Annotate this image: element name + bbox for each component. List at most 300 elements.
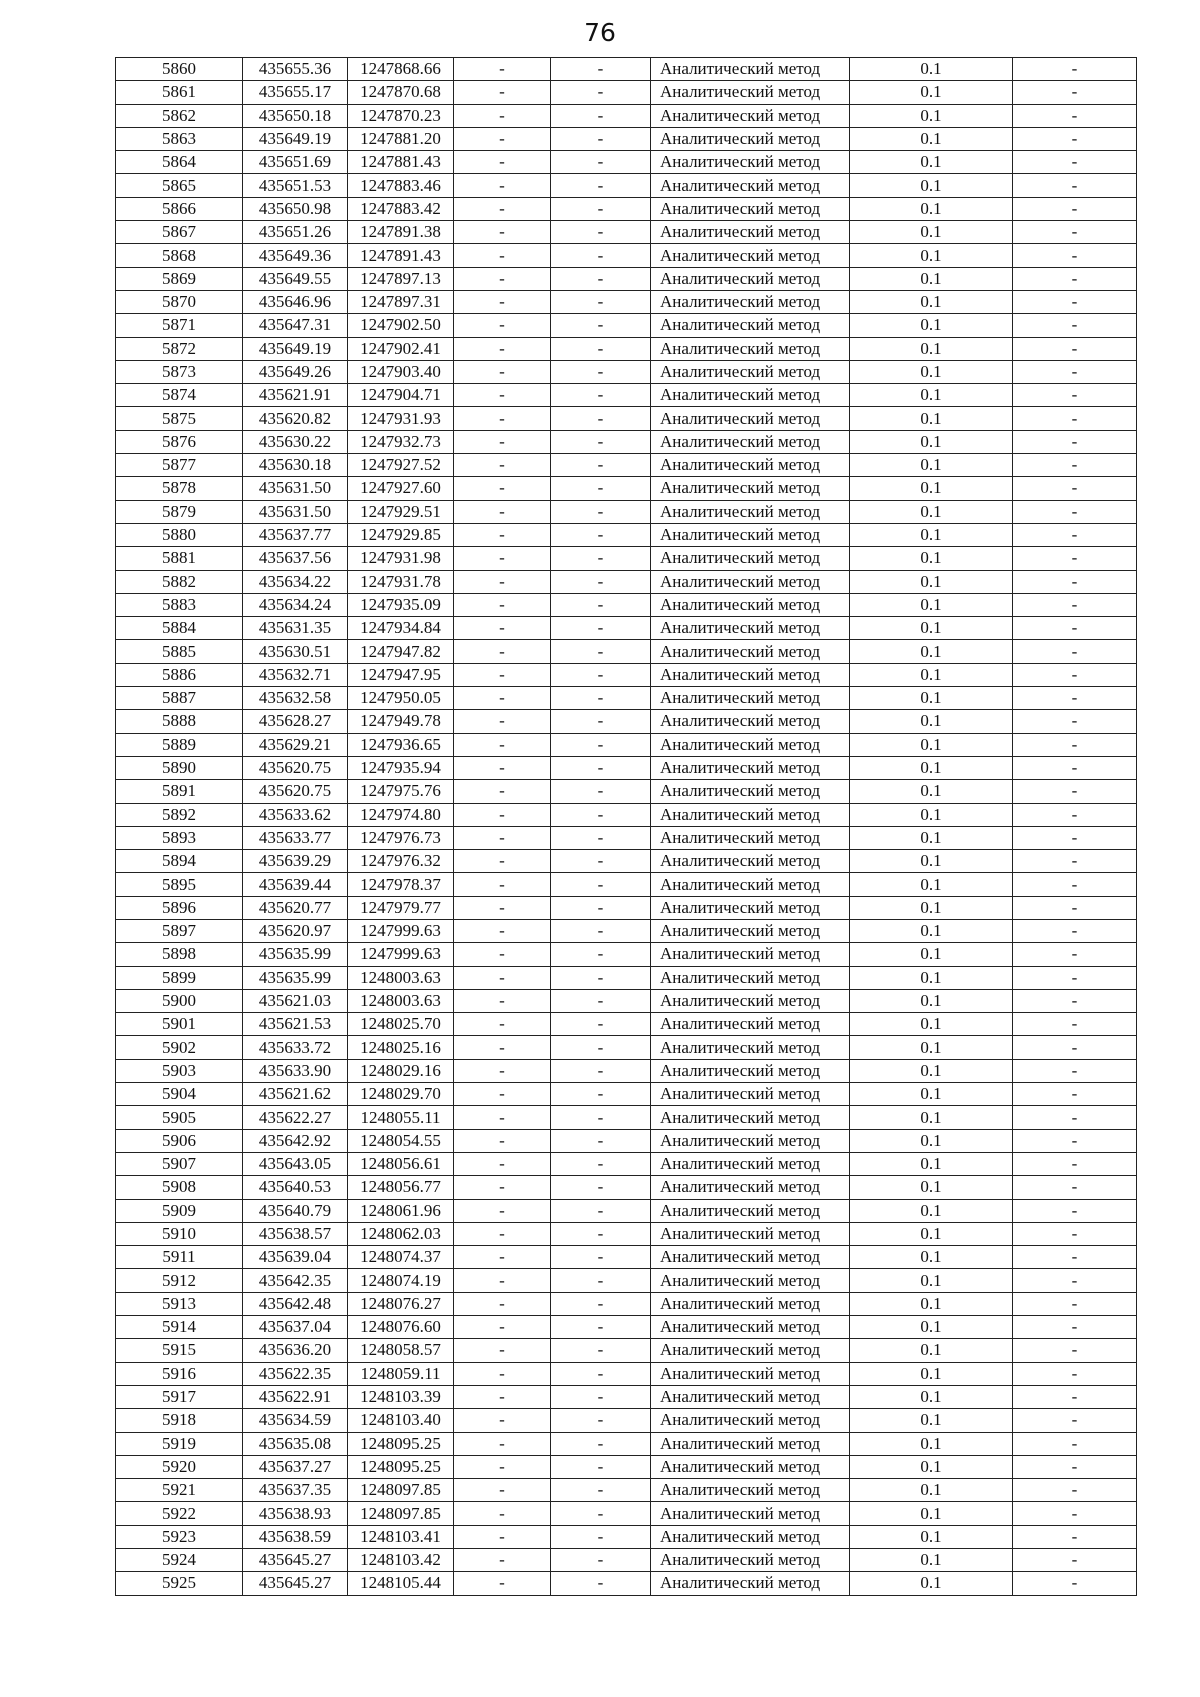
cell-col-4: -	[454, 1362, 551, 1385]
cell-method: Аналитический метод	[651, 1292, 850, 1315]
table-row	[116, 1222, 1137, 1245]
cell-x-coordinate: 435621.53	[243, 1013, 348, 1036]
cell-y-coordinate: 1247974.80	[348, 803, 454, 826]
table-row	[116, 244, 1137, 267]
cell-y-coordinate: 1247931.98	[348, 547, 454, 570]
table-row	[116, 1316, 1137, 1339]
cell-x-coordinate: 435622.35	[243, 1362, 348, 1385]
cell-method: Аналитический метод	[651, 733, 850, 756]
cell-col-4: -	[454, 523, 551, 546]
cell-point-number: 5874	[116, 384, 243, 407]
cell-point-number: 5869	[116, 267, 243, 290]
cell-y-coordinate: 1248076.27	[348, 1292, 454, 1315]
cell-x-coordinate: 435620.82	[243, 407, 348, 430]
table-row	[116, 733, 1137, 756]
cell-y-coordinate: 1248097.85	[348, 1479, 454, 1502]
cell-point-number: 5921	[116, 1479, 243, 1502]
cell-col-4: -	[454, 290, 551, 313]
cell-accuracy: 0.1	[850, 523, 1013, 546]
cell-x-coordinate: 435634.22	[243, 570, 348, 593]
cell-col-5: -	[551, 943, 651, 966]
cell-method: Аналитический метод	[651, 547, 850, 570]
cell-x-coordinate: 435640.79	[243, 1199, 348, 1222]
table-row	[116, 966, 1137, 989]
cell-accuracy: 0.1	[850, 1316, 1013, 1339]
cell-method: Аналитический метод	[651, 127, 850, 150]
cell-method: Аналитический метод	[651, 593, 850, 616]
cell-y-coordinate: 1248103.40	[348, 1409, 454, 1432]
cell-col-8: -	[1013, 1152, 1137, 1175]
cell-col-4: -	[454, 174, 551, 197]
cell-col-5: -	[551, 780, 651, 803]
cell-col-4: -	[454, 663, 551, 686]
cell-method: Аналитический метод	[651, 1409, 850, 1432]
cell-y-coordinate: 1247935.09	[348, 593, 454, 616]
cell-y-coordinate: 1248054.55	[348, 1129, 454, 1152]
cell-method: Аналитический метод	[651, 197, 850, 220]
cell-accuracy: 0.1	[850, 1013, 1013, 1036]
cell-y-coordinate: 1248025.70	[348, 1013, 454, 1036]
cell-y-coordinate: 1247999.63	[348, 919, 454, 942]
cell-method: Аналитический метод	[651, 1572, 850, 1595]
cell-x-coordinate: 435637.35	[243, 1479, 348, 1502]
cell-col-4: -	[454, 1269, 551, 1292]
cell-point-number: 5866	[116, 197, 243, 220]
cell-col-8: -	[1013, 244, 1137, 267]
cell-method: Аналитический метод	[651, 780, 850, 803]
cell-x-coordinate: 435633.62	[243, 803, 348, 826]
cell-col-8: -	[1013, 197, 1137, 220]
cell-y-coordinate: 1248074.37	[348, 1246, 454, 1269]
cell-col-5: -	[551, 360, 651, 383]
cell-col-4: -	[454, 1525, 551, 1548]
cell-method: Аналитический метод	[651, 151, 850, 174]
cell-accuracy: 0.1	[850, 1479, 1013, 1502]
cell-x-coordinate: 435642.35	[243, 1269, 348, 1292]
cell-col-5: -	[551, 663, 651, 686]
cell-x-coordinate: 435645.27	[243, 1572, 348, 1595]
cell-col-4: -	[454, 1479, 551, 1502]
cell-y-coordinate: 1247870.68	[348, 81, 454, 104]
cell-accuracy: 0.1	[850, 337, 1013, 360]
cell-y-coordinate: 1247935.94	[348, 756, 454, 779]
cell-x-coordinate: 435642.48	[243, 1292, 348, 1315]
cell-col-8: -	[1013, 1106, 1137, 1129]
cell-y-coordinate: 1247904.71	[348, 384, 454, 407]
cell-accuracy: 0.1	[850, 1059, 1013, 1082]
cell-method: Аналитический метод	[651, 1083, 850, 1106]
cell-col-8: -	[1013, 337, 1137, 360]
cell-y-coordinate: 1248105.44	[348, 1572, 454, 1595]
cell-accuracy: 0.1	[850, 989, 1013, 1012]
cell-x-coordinate: 435651.69	[243, 151, 348, 174]
cell-method: Аналитический метод	[651, 360, 850, 383]
cell-col-8: -	[1013, 896, 1137, 919]
cell-col-4: -	[454, 1059, 551, 1082]
cell-point-number: 5893	[116, 826, 243, 849]
cell-y-coordinate: 1247870.23	[348, 104, 454, 127]
cell-point-number: 5923	[116, 1525, 243, 1548]
cell-col-4: -	[454, 803, 551, 826]
cell-col-8: -	[1013, 640, 1137, 663]
cell-accuracy: 0.1	[850, 1106, 1013, 1129]
cell-accuracy: 0.1	[850, 454, 1013, 477]
cell-x-coordinate: 435649.19	[243, 127, 348, 150]
cell-col-4: -	[454, 1292, 551, 1315]
cell-accuracy: 0.1	[850, 1572, 1013, 1595]
cell-point-number: 5883	[116, 593, 243, 616]
table-row	[116, 81, 1137, 104]
cell-accuracy: 0.1	[850, 1432, 1013, 1455]
coordinates-table-body	[116, 58, 1137, 1596]
cell-col-5: -	[551, 896, 651, 919]
table-row	[116, 174, 1137, 197]
cell-accuracy: 0.1	[850, 570, 1013, 593]
cell-col-5: -	[551, 756, 651, 779]
table-row	[116, 1199, 1137, 1222]
cell-accuracy: 0.1	[850, 197, 1013, 220]
cell-accuracy: 0.1	[850, 430, 1013, 453]
cell-col-5: -	[551, 1036, 651, 1059]
cell-point-number: 5903	[116, 1059, 243, 1082]
cell-point-number: 5868	[116, 244, 243, 267]
cell-accuracy: 0.1	[850, 850, 1013, 873]
cell-col-8: -	[1013, 1083, 1137, 1106]
table-row	[116, 1106, 1137, 1129]
table-row	[116, 850, 1137, 873]
cell-point-number: 5886	[116, 663, 243, 686]
cell-point-number: 5881	[116, 547, 243, 570]
cell-y-coordinate: 1248003.63	[348, 989, 454, 1012]
cell-point-number: 5895	[116, 873, 243, 896]
cell-col-4: -	[454, 384, 551, 407]
cell-col-4: -	[454, 1572, 551, 1595]
cell-col-8: -	[1013, 1036, 1137, 1059]
cell-col-8: -	[1013, 523, 1137, 546]
cell-col-5: -	[551, 1059, 651, 1082]
cell-y-coordinate: 1248095.25	[348, 1432, 454, 1455]
table-row	[116, 570, 1137, 593]
cell-col-5: -	[551, 1269, 651, 1292]
cell-method: Аналитический метод	[651, 244, 850, 267]
cell-x-coordinate: 435649.26	[243, 360, 348, 383]
cell-col-8: -	[1013, 1409, 1137, 1432]
cell-col-5: -	[551, 966, 651, 989]
cell-accuracy: 0.1	[850, 1246, 1013, 1269]
cell-point-number: 5913	[116, 1292, 243, 1315]
cell-y-coordinate: 1247950.05	[348, 687, 454, 710]
cell-method: Аналитический метод	[651, 1036, 850, 1059]
cell-accuracy: 0.1	[850, 710, 1013, 733]
cell-col-8: -	[1013, 1572, 1137, 1595]
cell-point-number: 5888	[116, 710, 243, 733]
cell-y-coordinate: 1247897.13	[348, 267, 454, 290]
cell-col-5: -	[551, 454, 651, 477]
cell-method: Аналитический метод	[651, 966, 850, 989]
cell-point-number: 5922	[116, 1502, 243, 1525]
cell-col-8: -	[1013, 850, 1137, 873]
table-row	[116, 1292, 1137, 1315]
cell-y-coordinate: 1247947.82	[348, 640, 454, 663]
cell-col-4: -	[454, 710, 551, 733]
cell-y-coordinate: 1248059.11	[348, 1362, 454, 1385]
cell-col-4: -	[454, 547, 551, 570]
cell-y-coordinate: 1248103.39	[348, 1385, 454, 1408]
cell-point-number: 5898	[116, 943, 243, 966]
cell-method: Аналитический метод	[651, 1339, 850, 1362]
cell-accuracy: 0.1	[850, 267, 1013, 290]
table-row	[116, 1479, 1137, 1502]
cell-col-5: -	[551, 500, 651, 523]
cell-accuracy: 0.1	[850, 919, 1013, 942]
cell-y-coordinate: 1247929.51	[348, 500, 454, 523]
cell-accuracy: 0.1	[850, 943, 1013, 966]
cell-accuracy: 0.1	[850, 756, 1013, 779]
cell-col-4: -	[454, 1432, 551, 1455]
cell-col-5: -	[551, 1152, 651, 1175]
cell-col-5: -	[551, 547, 651, 570]
cell-accuracy: 0.1	[850, 1502, 1013, 1525]
cell-col-8: -	[1013, 477, 1137, 500]
table-row	[116, 1339, 1137, 1362]
cell-accuracy: 0.1	[850, 104, 1013, 127]
cell-x-coordinate: 435642.92	[243, 1129, 348, 1152]
table-row	[116, 896, 1137, 919]
cell-y-coordinate: 1247927.52	[348, 454, 454, 477]
cell-y-coordinate: 1247934.84	[348, 617, 454, 640]
cell-col-4: -	[454, 570, 551, 593]
cell-point-number: 5910	[116, 1222, 243, 1245]
cell-x-coordinate: 435630.18	[243, 454, 348, 477]
cell-accuracy: 0.1	[850, 407, 1013, 430]
cell-accuracy: 0.1	[850, 244, 1013, 267]
cell-col-5: -	[551, 1083, 651, 1106]
cell-point-number: 5916	[116, 1362, 243, 1385]
cell-y-coordinate: 1247881.20	[348, 127, 454, 150]
cell-col-5: -	[551, 314, 651, 337]
cell-point-number: 5906	[116, 1129, 243, 1152]
cell-y-coordinate: 1247947.95	[348, 663, 454, 686]
cell-col-8: -	[1013, 826, 1137, 849]
cell-col-5: -	[551, 523, 651, 546]
cell-x-coordinate: 435638.57	[243, 1222, 348, 1245]
table-row	[116, 1385, 1137, 1408]
cell-x-coordinate: 435650.98	[243, 197, 348, 220]
cell-col-4: -	[454, 989, 551, 1012]
cell-point-number: 5911	[116, 1246, 243, 1269]
cell-point-number: 5867	[116, 221, 243, 244]
cell-col-5: -	[551, 127, 651, 150]
cell-col-8: -	[1013, 267, 1137, 290]
cell-point-number: 5884	[116, 617, 243, 640]
cell-col-4: -	[454, 1152, 551, 1175]
table-row	[116, 593, 1137, 616]
cell-col-5: -	[551, 430, 651, 453]
cell-point-number: 5892	[116, 803, 243, 826]
cell-method: Аналитический метод	[651, 267, 850, 290]
cell-point-number: 5894	[116, 850, 243, 873]
cell-col-5: -	[551, 337, 651, 360]
cell-col-4: -	[454, 407, 551, 430]
cell-x-coordinate: 435635.99	[243, 966, 348, 989]
cell-col-5: -	[551, 640, 651, 663]
cell-x-coordinate: 435635.99	[243, 943, 348, 966]
cell-col-4: -	[454, 1339, 551, 1362]
cell-col-4: -	[454, 1455, 551, 1478]
table-row	[116, 756, 1137, 779]
cell-col-4: -	[454, 896, 551, 919]
cell-col-5: -	[551, 1502, 651, 1525]
cell-point-number: 5925	[116, 1572, 243, 1595]
cell-col-4: -	[454, 1106, 551, 1129]
cell-col-4: -	[454, 1199, 551, 1222]
cell-x-coordinate: 435622.27	[243, 1106, 348, 1129]
cell-method: Аналитический метод	[651, 500, 850, 523]
table-row	[116, 290, 1137, 313]
cell-col-8: -	[1013, 756, 1137, 779]
cell-y-coordinate: 1247936.65	[348, 733, 454, 756]
cell-method: Аналитический метод	[651, 454, 850, 477]
cell-method: Аналитический метод	[651, 943, 850, 966]
cell-col-5: -	[551, 58, 651, 81]
cell-y-coordinate: 1247979.77	[348, 896, 454, 919]
cell-col-5: -	[551, 1385, 651, 1408]
cell-col-4: -	[454, 430, 551, 453]
table-row	[116, 1269, 1137, 1292]
cell-col-8: -	[1013, 360, 1137, 383]
table-row	[116, 58, 1137, 81]
cell-col-8: -	[1013, 1432, 1137, 1455]
table-row	[116, 430, 1137, 453]
table-row	[116, 151, 1137, 174]
cell-y-coordinate: 1248029.16	[348, 1059, 454, 1082]
cell-x-coordinate: 435655.36	[243, 58, 348, 81]
cell-method: Аналитический метод	[651, 803, 850, 826]
cell-method: Аналитический метод	[651, 407, 850, 430]
cell-col-8: -	[1013, 617, 1137, 640]
cell-accuracy: 0.1	[850, 360, 1013, 383]
cell-col-5: -	[551, 244, 651, 267]
cell-method: Аналитический метод	[651, 477, 850, 500]
cell-accuracy: 0.1	[850, 663, 1013, 686]
table-row	[116, 780, 1137, 803]
cell-method: Аналитический метод	[651, 337, 850, 360]
cell-point-number: 5863	[116, 127, 243, 150]
cell-col-4: -	[454, 687, 551, 710]
cell-x-coordinate: 435631.35	[243, 617, 348, 640]
cell-y-coordinate: 1248076.60	[348, 1316, 454, 1339]
table-row	[116, 314, 1137, 337]
cell-accuracy: 0.1	[850, 896, 1013, 919]
cell-method: Аналитический метод	[651, 1455, 850, 1478]
cell-method: Аналитический метод	[651, 221, 850, 244]
cell-accuracy: 0.1	[850, 640, 1013, 663]
cell-accuracy: 0.1	[850, 826, 1013, 849]
cell-x-coordinate: 435649.36	[243, 244, 348, 267]
cell-y-coordinate: 1247932.73	[348, 430, 454, 453]
cell-col-8: -	[1013, 547, 1137, 570]
cell-point-number: 5900	[116, 989, 243, 1012]
cell-y-coordinate: 1247929.85	[348, 523, 454, 546]
table-row	[116, 337, 1137, 360]
cell-point-number: 5901	[116, 1013, 243, 1036]
cell-col-5: -	[551, 1316, 651, 1339]
cell-col-8: -	[1013, 710, 1137, 733]
page-number: 76	[584, 18, 616, 47]
cell-accuracy: 0.1	[850, 314, 1013, 337]
cell-col-8: -	[1013, 1455, 1137, 1478]
cell-col-4: -	[454, 1083, 551, 1106]
cell-col-4: -	[454, 314, 551, 337]
cell-col-8: -	[1013, 151, 1137, 174]
cell-col-8: -	[1013, 1292, 1137, 1315]
cell-y-coordinate: 1247949.78	[348, 710, 454, 733]
cell-col-8: -	[1013, 1013, 1137, 1036]
cell-method: Аналитический метод	[651, 617, 850, 640]
cell-point-number: 5918	[116, 1409, 243, 1432]
cell-x-coordinate: 435621.91	[243, 384, 348, 407]
cell-accuracy: 0.1	[850, 687, 1013, 710]
cell-col-4: -	[454, 337, 551, 360]
cell-col-5: -	[551, 151, 651, 174]
cell-col-8: -	[1013, 1129, 1137, 1152]
cell-method: Аналитический метод	[651, 1479, 850, 1502]
cell-x-coordinate: 435637.27	[243, 1455, 348, 1478]
cell-method: Аналитический метод	[651, 989, 850, 1012]
cell-col-8: -	[1013, 803, 1137, 826]
cell-y-coordinate: 1247931.93	[348, 407, 454, 430]
cell-y-coordinate: 1247976.32	[348, 850, 454, 873]
table-row	[116, 1525, 1137, 1548]
table-row	[116, 1013, 1137, 1036]
cell-col-4: -	[454, 360, 551, 383]
cell-method: Аналитический метод	[651, 1059, 850, 1082]
cell-accuracy: 0.1	[850, 290, 1013, 313]
cell-x-coordinate: 435621.03	[243, 989, 348, 1012]
cell-col-4: -	[454, 477, 551, 500]
cell-col-8: -	[1013, 733, 1137, 756]
cell-method: Аналитический метод	[651, 826, 850, 849]
cell-y-coordinate: 1248062.03	[348, 1222, 454, 1245]
cell-col-4: -	[454, 617, 551, 640]
cell-col-4: -	[454, 81, 551, 104]
cell-method: Аналитический метод	[651, 896, 850, 919]
cell-col-8: -	[1013, 104, 1137, 127]
cell-x-coordinate: 435647.31	[243, 314, 348, 337]
cell-x-coordinate: 435639.04	[243, 1246, 348, 1269]
cell-point-number: 5890	[116, 756, 243, 779]
cell-method: Аналитический метод	[651, 314, 850, 337]
cell-col-5: -	[551, 850, 651, 873]
cell-col-5: -	[551, 1246, 651, 1269]
cell-method: Аналитический метод	[651, 1362, 850, 1385]
cell-accuracy: 0.1	[850, 1152, 1013, 1175]
cell-y-coordinate: 1248103.42	[348, 1549, 454, 1572]
cell-col-8: -	[1013, 174, 1137, 197]
table-row	[116, 617, 1137, 640]
table-row	[116, 989, 1137, 1012]
cell-x-coordinate: 435620.77	[243, 896, 348, 919]
table-row	[116, 826, 1137, 849]
cell-col-4: -	[454, 1385, 551, 1408]
table-row	[116, 1572, 1137, 1595]
cell-x-coordinate: 435637.77	[243, 523, 348, 546]
cell-x-coordinate: 435637.56	[243, 547, 348, 570]
cell-point-number: 5915	[116, 1339, 243, 1362]
cell-point-number: 5872	[116, 337, 243, 360]
table-row	[116, 1129, 1137, 1152]
table-row	[116, 803, 1137, 826]
